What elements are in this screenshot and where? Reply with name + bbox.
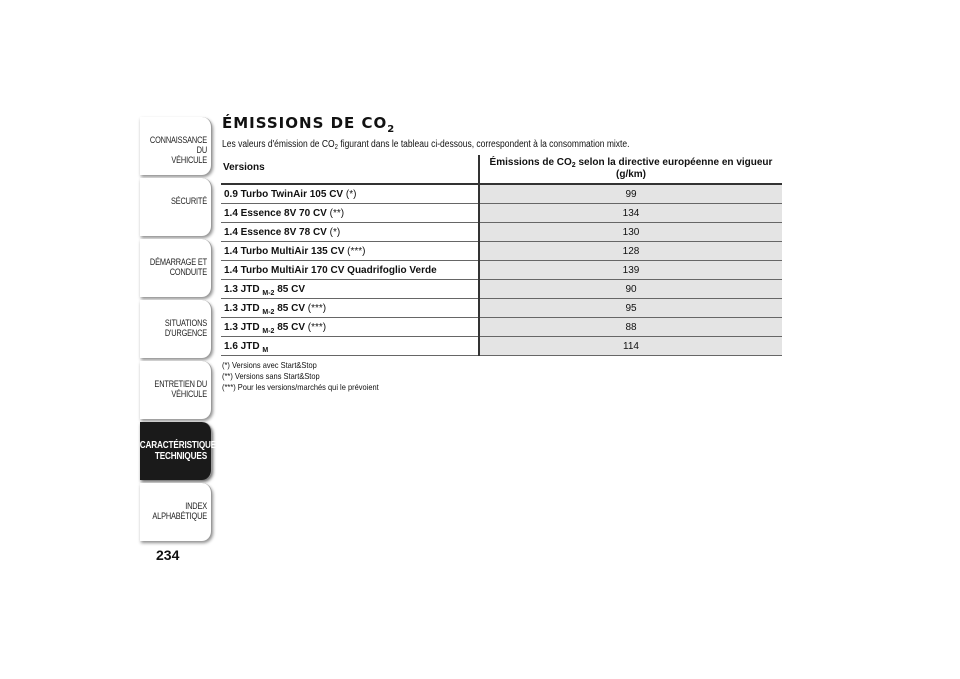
tab-label: DÉMARRAGE ET CONDUITE	[149, 257, 207, 277]
version-name: 1.3 JTD	[224, 321, 263, 333]
tab-label: SÉCURITÉ	[170, 196, 207, 206]
intro-text	[222, 139, 732, 150]
version-name: 1.6 JTD	[224, 340, 263, 352]
footnote: (***) Pour les versions/marchés qui le prévoient	[222, 382, 379, 392]
emissions-table	[221, 155, 782, 356]
version-note: (***)	[305, 302, 327, 314]
version-cell	[221, 261, 479, 280]
tab-label: SITUATIONS D'URGENCE	[164, 318, 207, 338]
emission-value: 134	[479, 204, 782, 223]
title-subscript: 2	[387, 124, 396, 135]
emission-value: 99	[479, 184, 782, 204]
tab-label: CARACTÉRISTIQUES TECHNIQUES	[139, 440, 222, 462]
version-name: 1.4 Turbo MultiAir 170 CV Quadrifoglio Verde	[224, 264, 437, 276]
version-cell	[221, 184, 479, 204]
version-note: (*)	[343, 188, 357, 200]
table-row	[221, 318, 782, 337]
table-row	[221, 299, 782, 318]
version-cell	[221, 223, 479, 242]
header-emissions	[479, 155, 782, 184]
version-suffix: 85 CV	[274, 321, 305, 333]
footnote: (*) Versions avec Start&Stop	[222, 360, 317, 370]
header-versions: Versions	[223, 162, 265, 173]
version-subscript: M	[262, 346, 269, 354]
version-suffix: 85 CV	[274, 283, 305, 295]
table-row	[221, 337, 782, 356]
table-row	[221, 204, 782, 223]
intro-after: figurant dans le tableau ci-dessous, correspondent à la consommation mixte.	[337, 139, 630, 150]
table-row	[221, 184, 782, 204]
header-emissions-before: Émissions de CO	[489, 157, 572, 168]
version-cell	[221, 318, 479, 337]
tab-index-alphabetique[interactable]	[140, 483, 212, 541]
emission-value: 139	[479, 261, 782, 280]
version-subscript: M-2	[262, 308, 275, 316]
table-header-row	[221, 155, 782, 184]
version-name: 1.3 JTD	[224, 302, 263, 314]
version-cell	[221, 280, 479, 299]
version-subscript: M-2	[262, 327, 275, 335]
intro-subscript: 2	[334, 144, 338, 151]
footnotes	[222, 360, 379, 393]
table-row	[221, 261, 782, 280]
version-note: (**)	[326, 207, 345, 219]
section-tabs	[139, 117, 222, 544]
tab-label: INDEX ALPHABÉTIQUE	[152, 501, 207, 521]
emission-value: 130	[479, 223, 782, 242]
version-cell	[221, 242, 479, 261]
version-note: (*)	[326, 226, 341, 238]
tab-situations-d-urgence[interactable]	[140, 300, 212, 358]
version-note: (***)	[305, 321, 327, 333]
table-row	[221, 223, 782, 242]
footnote: (**) Versions sans Start&Stop	[222, 371, 320, 381]
version-name: 1.4 Essence 8V 78 CV	[224, 226, 327, 238]
version-name: 1.3 JTD	[224, 283, 263, 295]
version-cell	[221, 337, 479, 356]
version-name: 0.9 Turbo TwinAir 105 CV	[224, 188, 344, 200]
emission-value: 128	[479, 242, 782, 261]
tab-securite[interactable]	[140, 178, 212, 236]
emission-value: 95	[479, 299, 782, 318]
header-unit: (g/km)	[616, 169, 646, 180]
table-row	[221, 280, 782, 299]
emission-value: 88	[479, 318, 782, 337]
tab-caracteristiques-techniques[interactable]	[139, 422, 222, 480]
version-cell	[221, 299, 479, 318]
header-emissions-after: selon la directive européenne en vigueur	[575, 157, 773, 168]
version-name: 1.4 Essence 8V 70 CV	[224, 207, 327, 219]
tab-entretien-du-vehicule[interactable]	[140, 361, 212, 419]
tab-connaissance-du-vehicule[interactable]	[140, 117, 212, 175]
version-note: (***)	[344, 245, 366, 257]
version-cell	[221, 204, 479, 223]
title-text: ÉMISSIONS DE CO	[222, 114, 388, 132]
tab-label: ENTRETIEN DU VÉHICULE	[154, 379, 207, 399]
version-name: 1.4 Turbo MultiAir 135 CV	[224, 245, 345, 257]
version-subscript: M-2	[262, 289, 275, 297]
intro-before: Les valeurs d'émission de CO	[222, 139, 335, 150]
tab-demarrage-et-conduite[interactable]	[140, 239, 212, 297]
tab-label: CONNAISSANCE DU VÉHICULE	[149, 135, 207, 165]
emission-value: 114	[479, 337, 782, 356]
version-suffix: 85 CV	[274, 302, 305, 314]
header-emissions-subscript: 2	[571, 162, 576, 169]
page-title	[222, 114, 396, 135]
table-row	[221, 242, 782, 261]
page-number: 234	[156, 547, 180, 563]
emission-value: 90	[479, 280, 782, 299]
